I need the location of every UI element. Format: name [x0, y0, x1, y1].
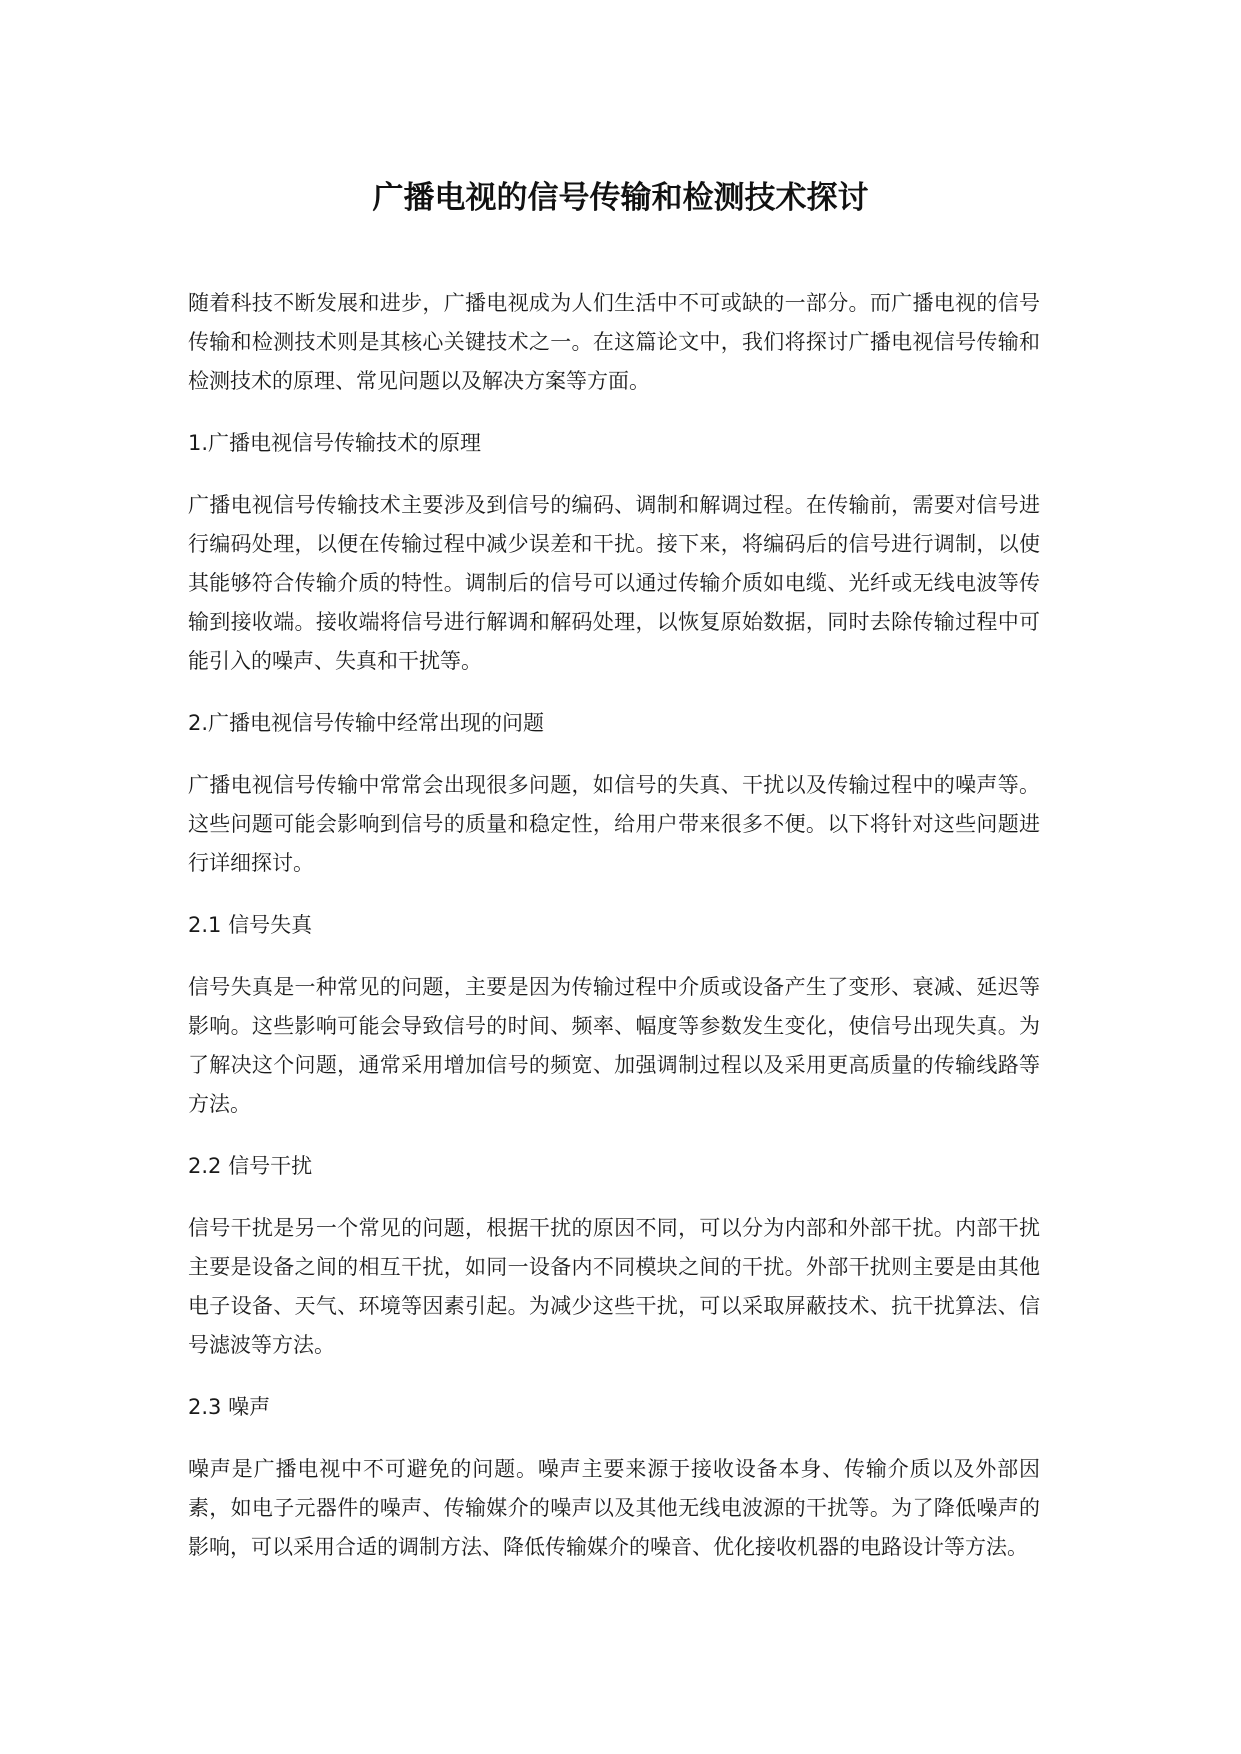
paragraph-signal-interference: 信号干扰是另一个常见的问题，根据干扰的原因不同，可以分为内部和外部干扰。内部干扰主要是设备之间的相互干扰，如同一设备内不同模块之间的干扰。外部干扰则主要是由其他电子设备、天气、环境等因素引起。为减少这些干扰，可以采取屏蔽技术、抗干扰算法、信号滤波等方法。: [188, 1216, 1040, 1357]
document-title: 广播电视的信号传输和检测技术探讨: [372, 180, 869, 216]
section-heading-2: 2.广播电视信号传输中经常出现的问题: [188, 711, 545, 735]
paragraph-intro: 随着科技不断发展和进步，广播电视成为人们生活中不可或缺的一部分。而广播电视的信号传输和检测技术则是其核心关键技术之一。在这篇论文中，我们将探讨广播电视信号传输和检测技术的原理、常见问题以及解决方案等方面。: [188, 291, 1040, 393]
paragraph-signal-distortion: 信号失真是一种常见的问题，主要是因为传输过程中介质或设备产生了变形、衰减、延迟等影响。这些影响可能会导致信号的时间、频率、幅度等参数发生变化，使信号出现失真。为了解决这个问题，通常采用增加信号的频宽、加强调制过程以及采用更高质量的传输线路等方法。: [188, 975, 1040, 1116]
document-body: [188, 284, 1040, 1590]
section-heading-2-3: 2.3 噪声: [188, 1395, 271, 1419]
paragraph-common-problems: 广播电视信号传输中常常会出现很多问题，如信号的失真、干扰以及传输过程中的噪声等。这些问题可能会影响到信号的质量和稳定性，给用户带来很多不便。以下将针对这些问题进行详细探讨。: [188, 773, 1040, 875]
section-heading-2-2: 2.2 信号干扰: [188, 1154, 313, 1178]
section-heading-2-1: 2.1 信号失真: [188, 913, 313, 937]
paragraph-transmission-principle: 广播电视信号传输技术主要涉及到信号的编码、调制和解调过程。在传输前，需要对信号进行编码处理，以便在传输过程中减少误差和干扰。接下来，将编码后的信号进行调制，以使其能够符合传输介质的特性。调制后的信号可以通过传输介质如电缆、光纤或无线电波等传输到接收端。接收端将信号进行解调和解码处理，以恢复原始数据，同时去除传输过程中可能引入的噪声、失真和干扰等。: [188, 493, 1040, 673]
paragraph-noise: 噪声是广播电视中不可避免的问题。噪声主要来源于接收设备本身、传输介质以及外部因素，如电子元器件的噪声、传输媒介的噪声以及其他无线电波源的干扰等。为了降低噪声的影响，可以采用合适的调制方法、降低传输媒介的噪音、优化接收机器的电路设计等方法。: [188, 1457, 1040, 1559]
section-heading-1: 1.广播电视信号传输技术的原理: [188, 431, 482, 455]
